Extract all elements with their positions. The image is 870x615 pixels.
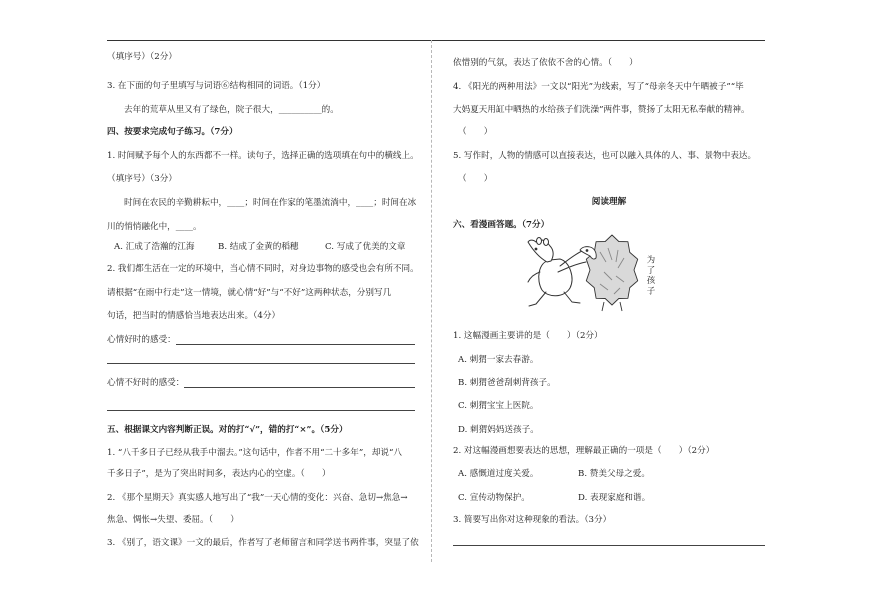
s5-q4-line2: 大妈夏天用缸中晒热的水给孩子们洗澡”两件事，赞扬了太阳无私奉献的精神。 [453,105,750,115]
bad-mood-answer-blank[interactable] [184,387,415,388]
cartoon-caption: 为了孩子 [646,255,656,297]
s5-q2-line2: 焦急、惆怅→失望、委屈。（ ） [107,515,239,525]
s6-q2-option-b: B. 赞美父母之爱。 [578,469,650,479]
reading-part-title: 阅读理解 [591,197,627,207]
s4-q1-option-c: C. 写成了优美的文章 [325,242,406,252]
s5-q3-line1: 3. 《别了，语文课》一文的最后，作者写了老师留言和同学送书两件事，突显了依 [107,538,419,548]
s4-q1-line3: 时间在农民的辛勤耕耘中，____；时间在作家的笔墨流淌中，____；时间在冰 [124,198,417,208]
s4-q2-line3: 句话，把当时的情感恰当地表达出来。（4分） [107,311,281,321]
section4-heading: 四、按要求完成句子练习。（7分） [107,127,238,137]
s6-q1-option-d: D. 刺猬妈妈送孩子。 [458,425,539,435]
s4-q1-line4: 川的悄悄融化中，____。 [107,222,202,232]
s5-q4-answer-paren[interactable]: （ ） [458,127,493,137]
s4-q1-line2: （填序号）（3分） [107,174,177,184]
s5-q5-answer-paren[interactable]: （ ） [458,174,493,184]
good-mood-answer-line-2[interactable] [107,363,415,364]
section5-heading: 五、根据课文内容判断正误。对的打“√”，错的打“×”。（5分） [107,425,348,435]
s4-q1-option-b: B. 结成了金黄的稻穗 [218,242,299,252]
s5-q4-line1: 4. 《阳光的两种用法》一文以“阳光”为线索，写了“母亲冬天中午晒被子”“毕 [453,82,744,92]
bald-hedgehog-figure [528,238,586,307]
s6-q1-option-a: A. 刺猬一家去春游。 [458,355,539,365]
s5-q3-line2: 依惜别的气氛，表达了依依不舍的心情。（ ） [453,58,638,68]
bad-mood-answer-row[interactable] [107,377,415,389]
s6-q1-option-c: C. 刺猬宝宝上医院。 [458,401,539,411]
s5-q2-line1: 2. 《那个星期天》真实感人地写出了“我”一天心情的变化：兴奋、急切→焦急→ [107,493,408,503]
s6-q3-title: 3. 简要写出你对这种现象的看法。（3分） [453,515,612,525]
spiky-hedgehog-figure [580,235,638,311]
s6-q2-option-d: D. 表现家庭和谐。 [578,493,651,503]
s5-q5-line1: 5. 写作时，人物的情感可以直接表达，也可以融入具体的人、事、景物中表达。 [453,151,757,161]
s6-q3-answer-line[interactable] [453,545,765,546]
s6-q2-option-a: A. 感慨道过度关爱。 [458,469,539,479]
hedgehog-cartoon-icon [520,232,645,314]
s4-q2-line2: 请根据“在雨中行走”这一情境，就心情“好”与“不好”这两种状态，分别写几 [107,288,392,298]
s4-q1-option-a: A. 汇成了浩瀚的江海 [114,242,195,252]
column-divider [431,40,432,562]
q3-title: 3. 在下面的句子里填写与词语⑥结构相同的词语。（1分） [107,81,326,91]
good-mood-answer-row[interactable] [107,334,415,346]
s4-q1-line1: 1. 时间赋予每个人的东西都不一样。读句子，选择正确的选项填在句中的横线上。 [107,151,419,161]
good-mood-answer-blank[interactable] [176,344,415,345]
s6-q1-option-b: B. 刺猬爸爸刮刺背孩子。 [458,378,556,388]
bad-mood-label: 心情不好时的感受： [107,378,185,388]
s5-q1-line2: 千多日子”，是为了突出时间多，表达内心的空虚。（ ） [107,469,331,479]
s5-q1-line1: 1. “八千多日子已经从我手中溜去。”这句话中，作者不用“二十多年”，却说“八 [107,448,403,458]
s6-q2-option-c: C. 宣传动物保护。 [458,493,530,503]
top-rule [107,40,765,41]
s4-q2-line1: 2. 我们都生活在一定的环境中，当心情不同时，对身边事物的感受也会有所不同。 [107,264,419,274]
q3-sentence: 去年的荒草从里又有了绿色，院子很大，__________的。 [124,105,339,115]
prev-question-note: （填序号）（2分） [107,52,177,62]
s6-q1-title: 1. 这幅漫画主要讲的是（ ）（2分） [453,331,603,341]
good-mood-label: 心情好时的感受： [107,335,176,345]
s6-q2-title: 2. 对这幅漫画想要表达的思想，理解最正确的一项是（ ）（2分） [453,446,715,456]
section6-heading: 六、看漫画答题。（7分） [453,220,550,230]
bad-mood-answer-line-2[interactable] [107,410,415,411]
